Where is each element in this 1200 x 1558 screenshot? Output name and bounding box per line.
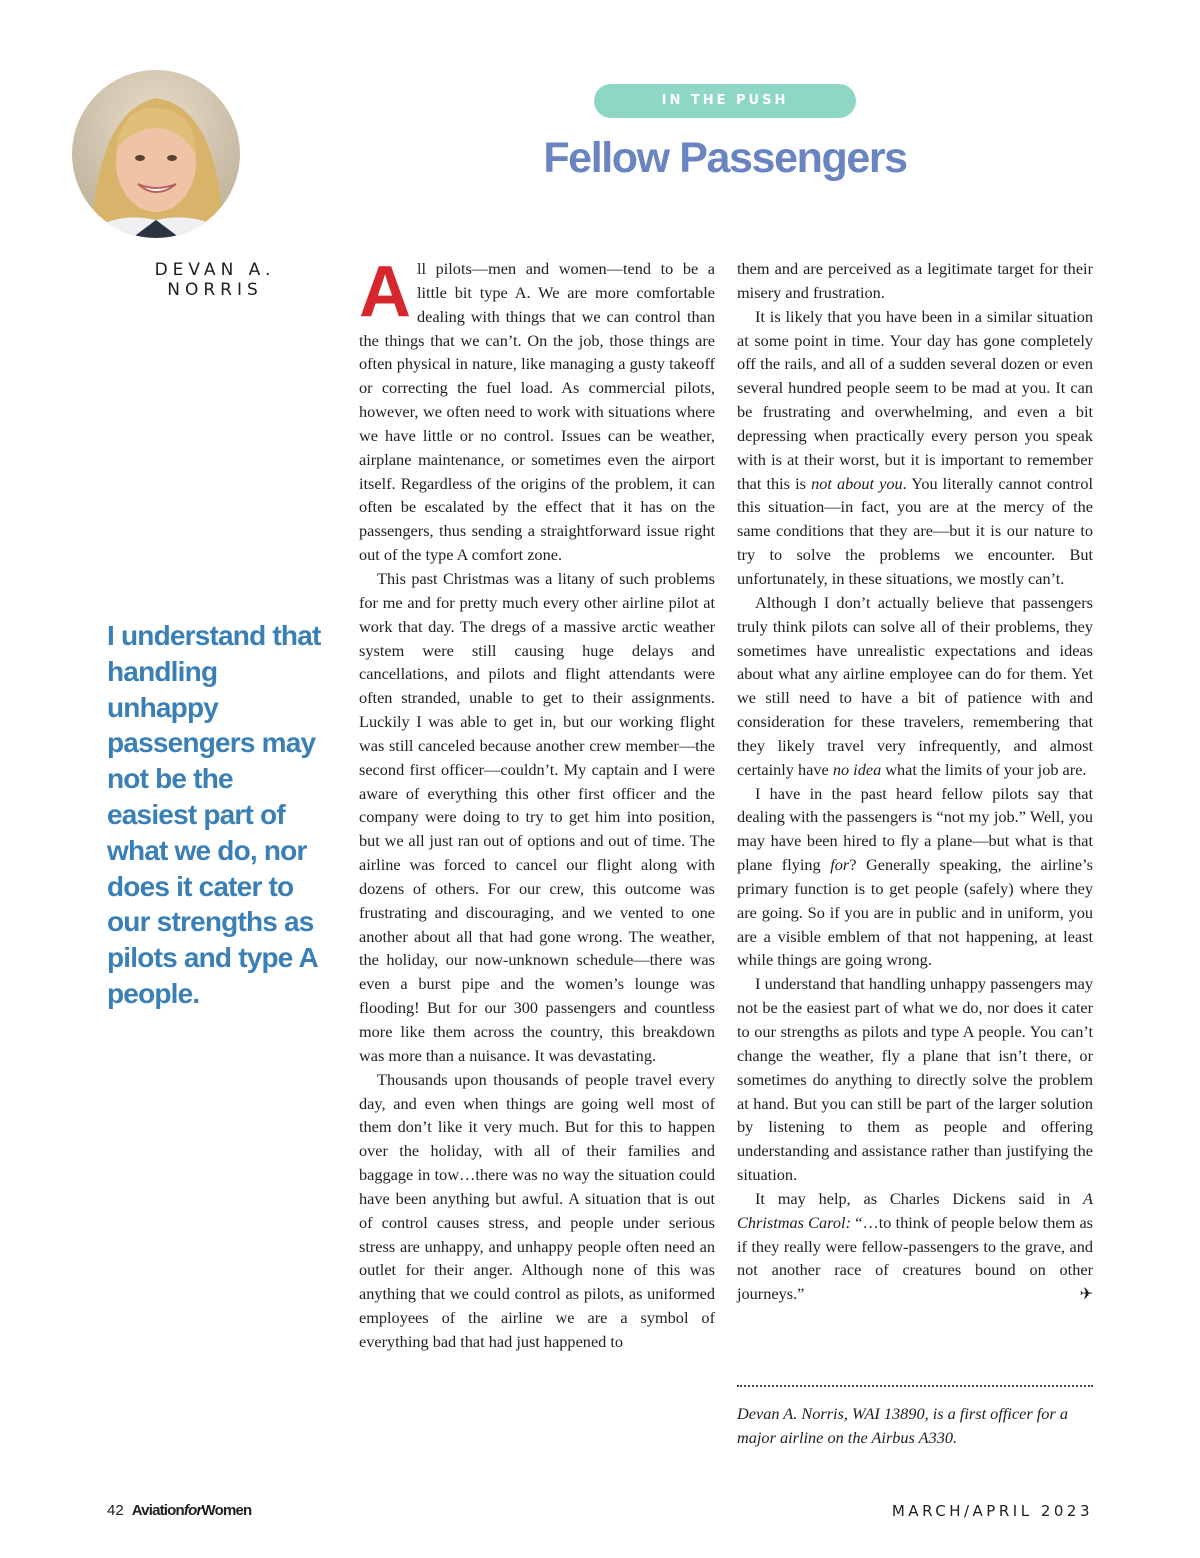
magazine-name: AviationforWomen [131,1502,252,1519]
paragraph: Thousands upon thousands of people travel every day, and even when things are going well most of them don’t like it very much. But for this to happen over the holiday, with all of their families and baggage in tow…there was no way the situation could have been anything but awful. A situation that is out of control causes stress, and people under serious stress are unhappy, and unhappy people often need an outlet for their anger. Although none of this was anything that we could control as pilots, as uniformed employees of the airline we are a symbol of everything bad that had just happened to [359,1069,715,1351]
author-photo [72,70,240,238]
body-column-2 [737,257,1093,1306]
paragraph: It is likely that you have been in a similar situation at some point in time. Your day has gone completely off the rails, and all of a sudden several dozen or even several hundred people seem to be mad at you. It can be frustrating and overwhelming, and even a bit depressing when practically every person you speak with is at their worst, but it is important to remember that this is not about you. You literally cannot control this situation—in fact, you are at the mercy of the same conditions that they are—but it is our nature to try to solve the problems we encounter. But unfortunately, in these situations, we mostly can’t. [737,306,1093,588]
divider [737,1385,1093,1387]
paragraph: This past Christmas was a litany of such problems for me and for pretty much every other airline pilot at work that day. The dregs of a massive arctic weather system were still causing huge delays and cancellations, and pilots and flight attendants were often stranded, unable to get to their assignments. Luckily I was able to get in, but our working flight was still canceled because another crew member—the second first officer—couldn’t. My captain and I were aware of everything this other first officer and the company were doing to try to get him into position, but we all just ran out of options and out of time. The airline was forced to cancel our flight along with dozens of others. For our crew, this outcome was frustrating and discouraging, and we vented to one another about all that had gone wrong. The weather, the holiday, our now-unknown schedule—there was even a burst pipe and the women’s lounge was flooding! But for our 300 passengers and countless more like them across the country, this breakdown was more than a nuisance. It was devastating. [359,568,715,1065]
author-name: DEVAN A. NORRIS [154,260,276,300]
issue-date: MARCH/APRIL 2023 [891,1502,1093,1520]
page-number: 42 [107,1502,124,1519]
paragraph: I understand that handling unhappy passengers may not be the easiest part of what we do, nor does it cater to our strengths as pilots and type A people. You can’t change the weather, fly a plane that isn’t there, or sometimes do anything to directly solve the problem at hand. But you can still be part of the larger solution by listening to them as people and offering understanding and assistance rather than justifying the situation. [737,974,1093,1185]
airplane-icon: ✈ [1079,1284,1093,1304]
folio [107,1502,251,1519]
department-label: IN THE PUSH [594,84,856,118]
paragraph: I have in the past heard fellow pilots say that dealing with the passengers is “not my job.” Well, you may have been hired to fly a plane—but what is that plane flying for? Generally speaking, the airline’s primary function is to get people (safely) where they are going. So if you are in public and in uniform, you are a visible emblem of that not happening, at least while things are going wrong. [737,783,1093,970]
paragraph: It may help, as Charles Dickens said in A Christmas Carol: “…to think of people below them as if they really were fellow-passengers to the grave, and not another race of creatures bound on other journeys.” ✈ [737,1187,1093,1306]
drop-cap: A [359,252,411,332]
paragraph: Although I don’t actually believe that passengers truly think pilots can solve all of their problems, they sometimes have unrealistic expectations and ideas about what any airline employee can do for them. Yet we still need to have a bit of patience with and consideration for these travelers, remembering that they likely travel very infrequently, and almost certainly have no idea what the limits of your job are. [737,592,1093,779]
pull-quote: I understand that handling unhappy passengers may not be the easiest part of what we do, nor does it cater to our strengths as pilots and type A people. [107,620,321,1009]
headline: Fellow Passengers [543,134,907,182]
paragraph: All pilots—men and women—tend to be a little bit type A. We are more comfortable dealing with things that we can control than the things that we can’t. On the job, those things are often physical in nature, like managing a gusty takeoff or correcting the fuel load. As commercial pilots, however, we often need to work with situations where we have little or no control. Issues can be weather, airplane maintenance, or sometimes even the airport itself. Regardless of the origins of the problem, it can often be escalated by the effect that it has on the passengers, thus sending a straightforward issue right out of the type A comfort zone. [359,252,715,565]
paragraph-continued: them and are perceived as a legitimate target for their misery and frustration. [737,259,1093,302]
author-bio: Devan A. Norris, WAI 13890, is a first officer for a major airline on the Airbus A330. [737,1404,1068,1447]
body-column-1 [359,252,715,1354]
